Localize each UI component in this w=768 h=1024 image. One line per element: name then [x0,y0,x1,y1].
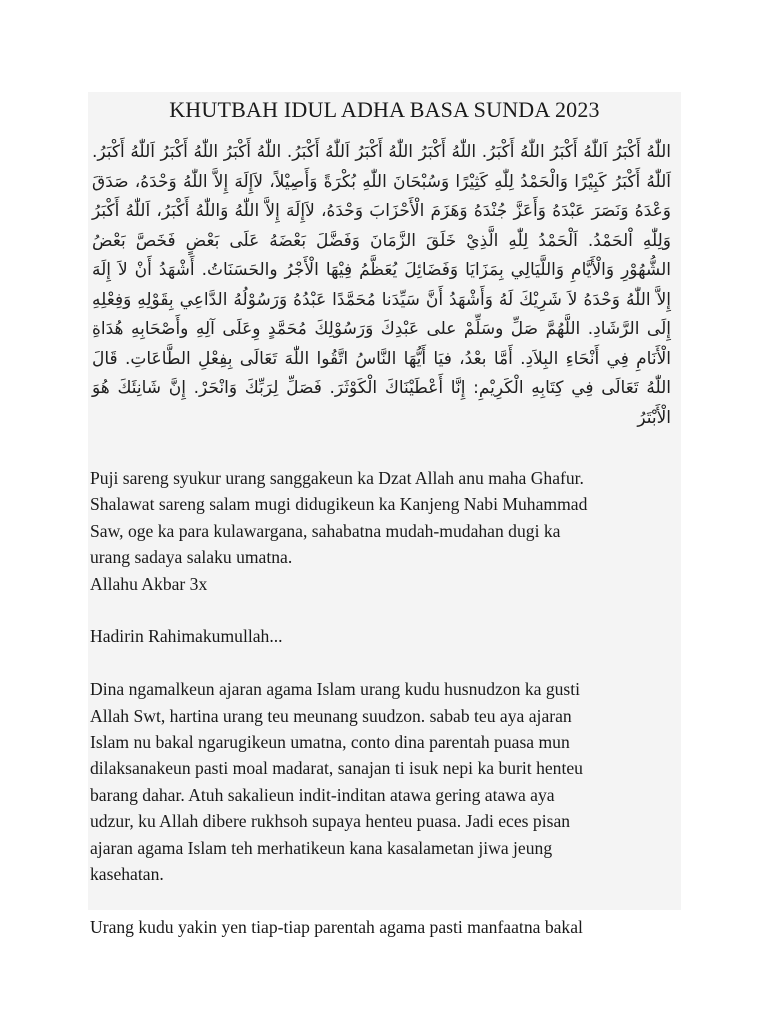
text-line: Saw, oge ka para kulawargana, sahabatna mudah-mudahan dugi ka [90,520,561,541]
text-line: barang dahar. Atuh sakalieun indit-inditan atawa gering atawa aya [90,784,555,805]
text-line: ajaran agama Islam teh merhatikeun kana kasalametan jiwa jeung [90,837,553,858]
arabic-opening-text: اللّٰهُ أَكْبَرُ اَللّٰهُ أَكْبَرُ اللّٰهُ أَكْبَرُ. اللّٰهُ أَكْبَرُ اللّٰهُ أَكْبَرُ اَللّٰهُ أَكْبَرُ. اللّٰهُ أَكْبَرُ اللّٰهُ أَكْبَرُ اَللّٰهُ أَكْبَرُ. اَللّٰهُ أَكْبَرُ كَبِيْرًا وَالْحَمْدُ لِلّٰهِ كَثِيْرًا وَسُبْحَانَ اللّٰهِ بُكْرَةً وَأَصِيْلاً، لاَإِلَهَ إِلاَّ اللّٰهُ وَحْدَهُ، صَدَقَ وَعْدَهُ وَنَصَرَ عَبْدَهُ وَأَعَزَّ جُنْدَهُ وَهَزَمَ الْأَحْزَابَ وَحْدَهُ، لاَإِلَهَ إِلاَّ اللّٰهُ وَاللّٰهُ أَكْبَرُ، اَللّٰهُ أَكْبَرُ وَلِلّٰهِ اْلحَمْدُ. اَلْحَمْدُ لِلّٰهِ الَّذِيْ خَلَقَ الزَّمَانَ وَفَضَّلَ بَعْضَهُ عَلَى بَعْضٍ فَخَصَّ بَعْضُ الشُّهُوْرِ وَالْأَيَّامِ وَاللَّيَالِي بِمَزَايَا وَفَضَائِلَ يُعَظَّمُ فِيْهَا الْأَجْرُ والحَسَنَاتُ. أَشْهَدُ أَنْ لاَ إِلَهَ إِلاَّ اللّٰهُ وَحْدَهُ لاَ شَرِيْكَ لَهُ وَأَشْهَدُ أَنَّ سَيِّدَنا مُحَمَّدًا عَبْدُهُ وَرَسُوْلُهُ الدَّاعِي بِقَوْلِهِ وَفِعْلِهِ إِلَى الرَّشَادِ. اللَّهُمَّ صَلِّ وسَلِّمْ على عَبْدِكَ وَرَسُوْلِكَ مُحَمَّدٍ وِعَلَى آلِهِ وأَصْحَابِهِ هُدَاةِ الْأَنَامِ فِي أَنْحَاءِ البِلاَدِ. أَمَّا بعْدُ، فيَا أَيُّهَا النَّاسُ اتَّقُوا اللّٰهَ تَعَالَى بِفِعْلِ الطَّاعَاتِ. قَالَ اللّٰهُ تَعَالَى فِي كِتَابِهِ الْكَرِيْمِ: إِنَّا أَعْطَيْنَاكَ الْكَوْثَرَ. فَصَلِّ لِرَبِّكَ وَانْحَرْ. إِنَّ شَانِئَكَ هُوَ الْأَبْتَرُ [92,142,671,428]
text-line: urang sadaya salaku umatna. [90,547,293,568]
body-text [90,465,681,940]
text-line: dilaksanakeun pasti moal madarat, sanajan ti isuk nepi ka burit henteu [90,758,583,779]
text-line: Allahu Akbar 3x [90,573,208,594]
text-line: Islam nu bakal ngarugikeun umatna, conto dina parentah puasa mun [90,732,570,753]
paragraph-husnudzon [90,676,667,887]
paragraph-opening [90,465,667,597]
paragraph-greeting [90,623,667,649]
text-line: Shalawat sareng salam mugi didugikeun ka Kanjeng Nabi Muhammad [90,494,588,515]
paragraph-yakin [90,914,667,940]
text-line: Hadirin Rahimakumullah... [90,626,283,647]
document-title: KHUTBAH IDUL ADHA BASA SUNDA 2023 [169,97,600,122]
text-line: kasehatan. [90,864,164,885]
document-page [88,92,681,937]
text-line: Puji sareng syukur urang sanggakeun ka Dzat Allah anu maha Ghafur. [90,468,584,488]
text-line: udzur, ku Allah dibere rukhsoh supaya henteu puasa. Jadi eces pisan [90,811,571,832]
text-line: Dina ngamalkeun ajaran agama Islam urang kudu husnudzon ka gusti [90,679,581,700]
text-line: Urang kudu yakin yen tiap-tiap parentah agama pasti manfaatna bakal [90,916,583,937]
text-line: Allah Swt, hartina urang teu meunang suudzon. sabab teu aya ajaran [90,705,572,726]
